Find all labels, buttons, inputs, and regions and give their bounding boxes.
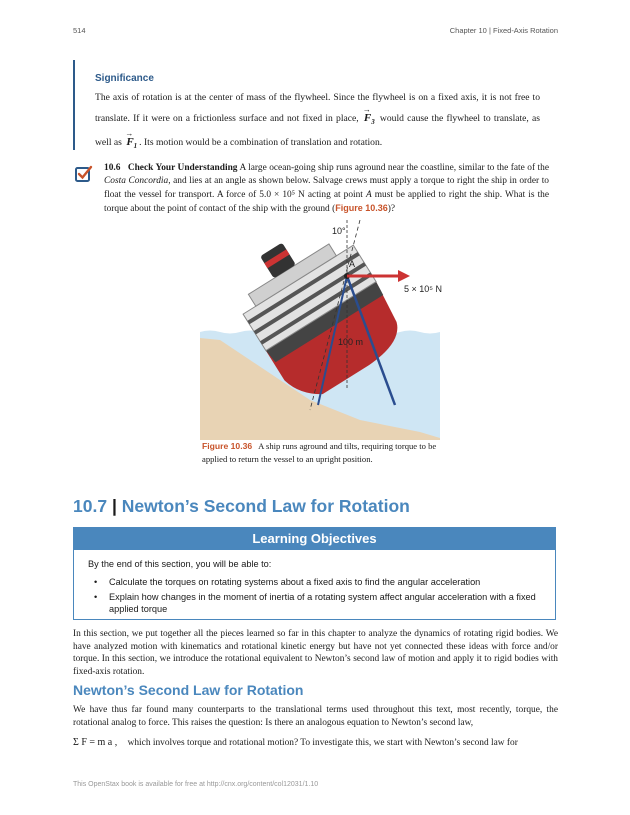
intro-paragraph: In this section, we put together all the pieces learned so far in this chapter to analyze the dynamics of rotating rigid bodies. We have analyzed motion with kinematics and rotational kinetic energy but have not yet connected these ideas with force and/or torque. In this section, we introduce the rotational equivalent to Newton’s second law of motion and apply it to rigid bodies with fixed-axis rotation. bbox=[73, 629, 558, 677]
page-header bbox=[73, 26, 558, 38]
newton-equation: Σ F = m a , bbox=[73, 737, 118, 748]
subsection-paragraph bbox=[73, 704, 558, 750]
significance-box bbox=[73, 60, 558, 150]
force-label: 5 × 10⁵ N bbox=[404, 284, 443, 294]
subsection-text: We have thus far found many counterparts to the translational terms used throughout this text, most recently, torque, the rotational analog to force. This raises the question: Is there an analogous equation to Newton’s second law, bbox=[73, 705, 558, 728]
vector-subscript: 1 bbox=[133, 142, 138, 150]
vector-symbol: F bbox=[126, 136, 134, 148]
check-text: must be applied to right the ship. What is the torque about the point of contact of the ship with the ground ( bbox=[104, 189, 550, 215]
significance-text-part: The axis of rotation is at the center of mass of the flywheel. Since the flywheel is on a fixed axis, it is not free to translate. If it were on a frictionless surface and not fixed in place, bbox=[95, 92, 540, 124]
significance-title: Significance bbox=[95, 73, 154, 84]
section-title: Newton’s Second Law for Rotation bbox=[121, 496, 410, 516]
vector-f3 bbox=[362, 108, 377, 132]
section-separator: | bbox=[111, 496, 117, 516]
chapter-title: Chapter 10 | Fixed-Axis Rotation bbox=[449, 26, 558, 35]
page-number: 514 bbox=[73, 26, 86, 35]
check-text: )? bbox=[387, 204, 396, 215]
check-text: acting at point bbox=[307, 189, 363, 200]
vector-f1 bbox=[124, 132, 139, 156]
check-number: 10.6 bbox=[104, 163, 121, 173]
learning-objectives-title: Learning Objectives bbox=[74, 528, 555, 550]
learning-objectives-intro: By the end of this section, you will be able to: bbox=[88, 559, 272, 569]
caption-text: A ship runs aground and tilts, requiring torque to be applied to return the vessel to an upright position. bbox=[202, 441, 437, 464]
page-footer: This OpenStax book is available for free at http://cnx.org/content/col12031/1.10 bbox=[73, 781, 319, 788]
learning-objective-item: • Calculate the torques on rotating systems about a fixed axis to find the angular acceleration bbox=[88, 576, 541, 588]
point-label-a: A bbox=[349, 259, 356, 269]
significance-text-part: . Its motion would be a combination of translation and rotation. bbox=[139, 137, 383, 148]
check-text: A large ocean-going ship runs aground near the coastline, similar to the fate of the bbox=[239, 163, 550, 173]
force-value: 5.0 × 10⁵ N bbox=[259, 189, 305, 200]
section-heading bbox=[73, 496, 410, 517]
check-text: , and lies at an angle as shown below. Salvage crews must apply a torque to right the ship in order to float the vessel for transport. A force of bbox=[104, 176, 549, 200]
figure-caption bbox=[202, 440, 450, 465]
subsection-text: which involves torque and rotational motion? To investigate this, we start with Newton’s second law for bbox=[127, 738, 518, 748]
check-title: Check Your Understanding bbox=[127, 163, 238, 173]
caption-label: Figure 10.36 bbox=[202, 441, 253, 451]
subsection-title: Newton’s Second Law for Rotation bbox=[73, 682, 304, 698]
learning-objective-item: • Explain how changes in the moment of inertia of a rotating system affect angular acceleration with a fixed applied torque bbox=[88, 591, 541, 615]
vector-symbol: F bbox=[363, 112, 372, 124]
section-number: 10.7 bbox=[73, 496, 108, 516]
significance-text bbox=[95, 88, 540, 156]
figure-reference-link[interactable]: Figure 10.36 bbox=[335, 203, 388, 214]
vector-subscript: 3 bbox=[371, 118, 375, 126]
distance-label: 100 m bbox=[338, 337, 364, 347]
learning-objectives-list bbox=[88, 576, 541, 615]
ship-figure bbox=[200, 220, 450, 440]
angle-label: 10° bbox=[332, 226, 346, 236]
check-understanding bbox=[104, 162, 549, 217]
checklist-icon bbox=[75, 165, 93, 183]
point-label: A bbox=[365, 189, 372, 200]
ship-name: Costa Concordia bbox=[104, 176, 169, 187]
learning-objectives-box bbox=[73, 527, 556, 620]
significance-text-part: would cause the flywheel to translate, as well as bbox=[95, 113, 540, 148]
